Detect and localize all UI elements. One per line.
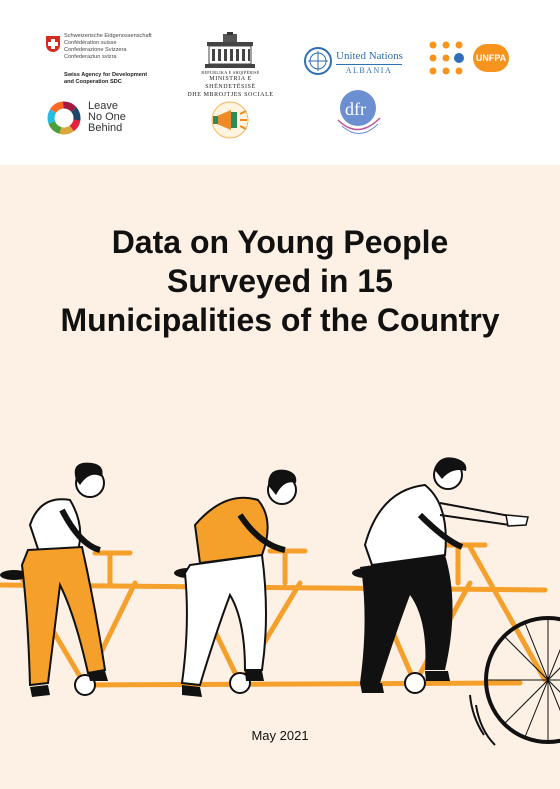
ministry-building-icon — [203, 32, 257, 70]
unfpa-dots-icon — [428, 40, 470, 76]
ministry-small-line: REPUBLIKA E SHQIPËRISË — [201, 70, 260, 75]
sdg-wheel-icon — [46, 100, 82, 136]
un-emblem-icon — [303, 46, 333, 76]
rider-middle — [182, 470, 296, 697]
rider-woman — [22, 463, 108, 697]
unfpa-logo: UNFPA — [473, 44, 509, 72]
un-divider — [336, 64, 402, 65]
ministry-text — [183, 70, 278, 99]
document-title: Data on Young People Surveyed in 15 Municipalities of the Country — [60, 224, 500, 338]
megaphone-logo-icon — [205, 100, 255, 140]
un-country-text: ALBANIA — [345, 66, 393, 75]
swiss-languages-text: Schweizerische Eidgenossenschaft Confédération suisse Confederazione Svizzera Confederaziun svizra — [64, 33, 152, 60]
lnob-text: Leave No One Behind — [88, 100, 126, 134]
rider-front — [360, 457, 528, 693]
publication-date: May 2021 — [251, 728, 309, 743]
dfr-logo-icon — [330, 88, 390, 143]
un-name-text: United Nations — [336, 50, 403, 62]
svg-text:dfr: dfr — [345, 99, 366, 119]
ministry-name-line1: MINISTRIA E SHËNDETËSISË — [205, 76, 256, 90]
tandem-bicycle-illustration — [0, 455, 560, 755]
ministry-name-line2: DHE MBROJTJES SOCIALE — [187, 92, 274, 98]
logo-header — [0, 0, 560, 165]
swiss-flag-icon — [46, 36, 60, 52]
swiss-agency-text: Swiss Agency for Development and Cooperation SDC — [64, 72, 148, 85]
